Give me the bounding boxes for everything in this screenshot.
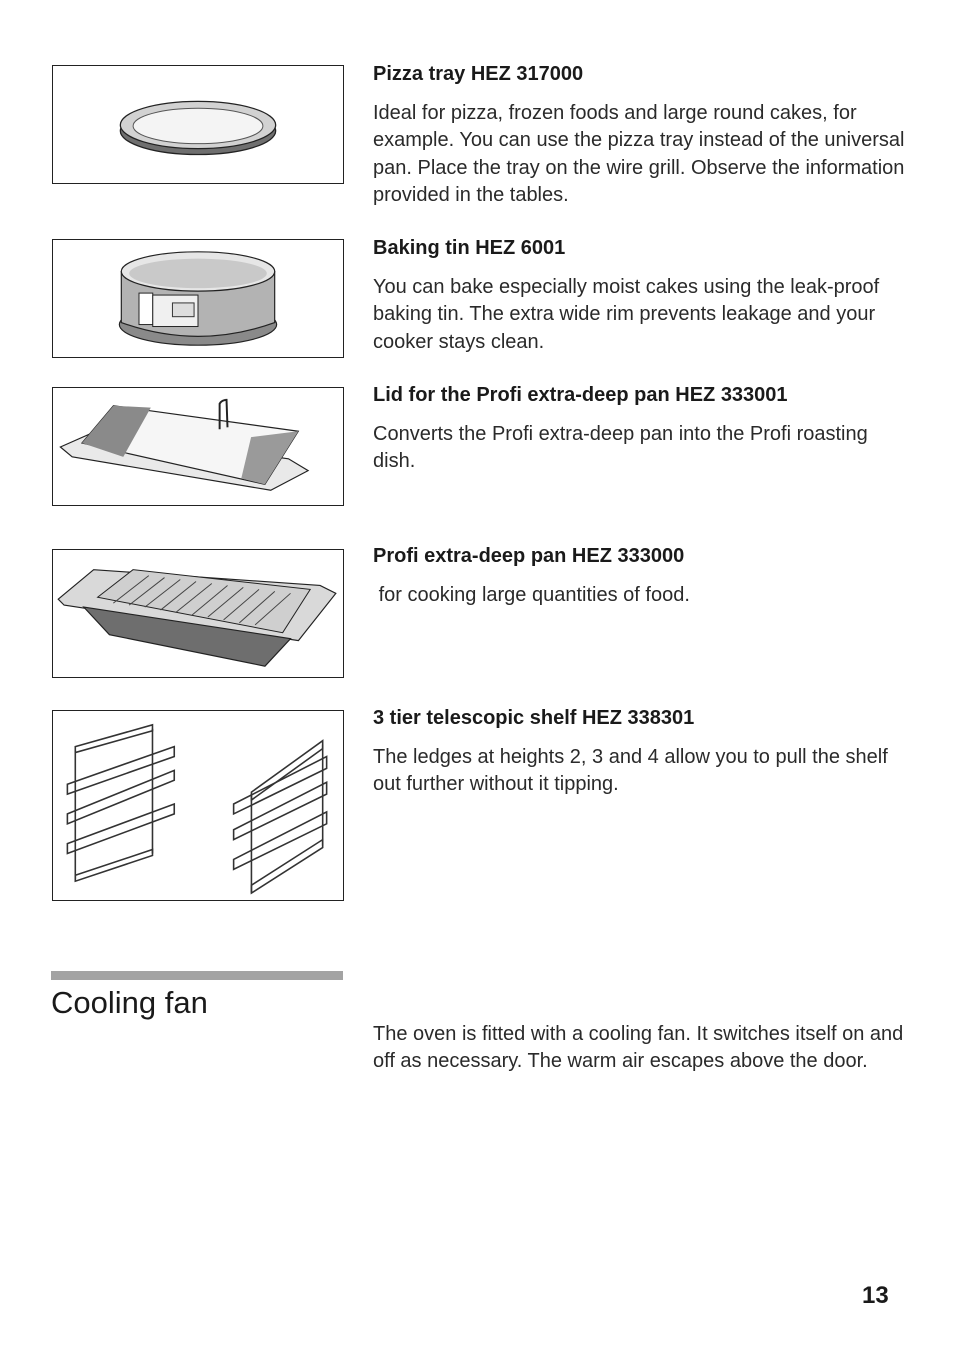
page-number: 13 — [862, 1282, 889, 1309]
section-title: Cooling fan — [51, 985, 208, 1020]
section-divider — [51, 971, 343, 980]
item-telescopic-shelf — [373, 705, 913, 799]
item-title: Pizza tray HEZ 317000 — [373, 63, 584, 85]
baking-tin-image — [52, 239, 344, 358]
item-description: Converts the Profi extra-deep pan into the Profi roasting dish. — [373, 423, 868, 473]
item-title: Lid for the Profi extra-deep pan HEZ 333001 — [373, 384, 788, 406]
item-title: 3 tier telescopic shelf HEZ 338301 — [373, 707, 695, 729]
pan-lid-image — [52, 387, 344, 506]
deep-pan-image — [52, 549, 344, 678]
item-description: You can bake especially moist cakes using the leak-proof baking tin. The extra wide rim prevents leakage and your cooker stays clean. — [373, 276, 880, 353]
item-baking-tin — [373, 235, 913, 356]
item-deep-pan — [373, 543, 913, 609]
section-body: The oven is fitted with a cooling fan. It switches itself on and off as necessary. The warm air escapes above the door. — [373, 1023, 904, 1073]
item-description: The ledges at heights 2, 3 and 4 allow you to pull the shelf out further without it tipping. — [373, 746, 888, 796]
item-pan-lid — [373, 382, 913, 476]
telescopic-shelf-image — [52, 710, 344, 901]
item-pizza-tray — [373, 61, 913, 209]
item-title: Profi extra-deep pan HEZ 333000 — [373, 545, 685, 567]
item-title: Baking tin HEZ 6001 — [373, 237, 566, 259]
pizza-tray-image — [52, 65, 344, 184]
item-description: Ideal for pizza, frozen foods and large round cakes, for example. You can use the pizza tray instead of the universal pan. Place the tray on the wire grill. Observe the information provided in the tables. — [373, 102, 905, 206]
item-description: for cooking large quantities of food. — [373, 584, 690, 606]
